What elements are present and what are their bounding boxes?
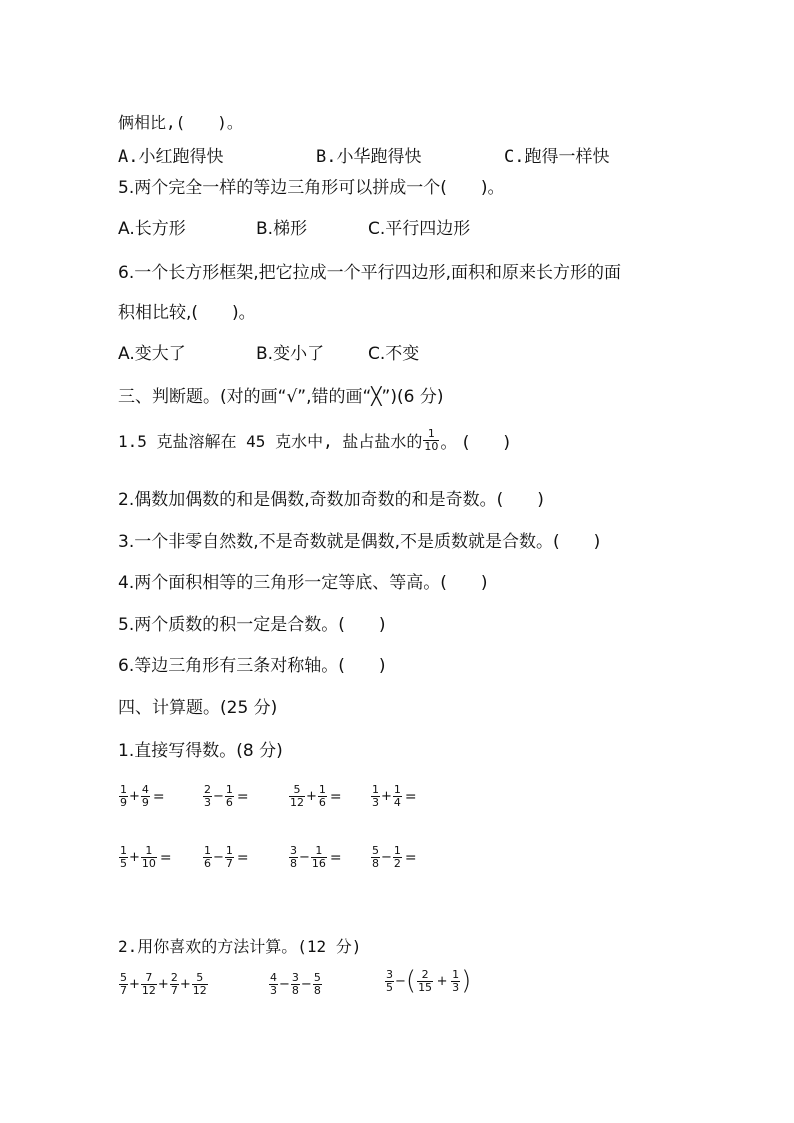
- fraction-denominator: 7: [170, 984, 178, 997]
- direct-calc-item[interactable]: [202, 784, 249, 809]
- fraction-numerator: 1: [372, 783, 379, 796]
- fraction-denominator: 3: [270, 984, 277, 997]
- fraction-numerator: 1: [204, 844, 211, 857]
- fraction-numerator: 2: [170, 971, 178, 984]
- equals-sign: =: [152, 788, 165, 805]
- equals-sign: =: [236, 849, 249, 866]
- fraction: [417, 969, 433, 994]
- operator: −: [300, 977, 312, 992]
- fraction-numerator: 1: [315, 844, 323, 857]
- fraction-numerator: 3: [290, 844, 297, 857]
- operator: +: [381, 789, 392, 804]
- q5-option-b[interactable]: B.梯形: [256, 219, 308, 239]
- section-4-title: 四、计算题。(25 分): [118, 698, 278, 718]
- fraction-numerator: 1: [393, 844, 401, 857]
- fraction-denominator: 3: [204, 796, 211, 809]
- fraction-denominator: 12: [141, 984, 156, 997]
- judge-item-4: 4.两个面积相等的三角形一定等底、等高。( ): [118, 573, 488, 593]
- question-4-continuation: 俩相比,( )。: [118, 113, 243, 132]
- fraction-numerator: 4: [270, 971, 277, 984]
- fraction: [393, 784, 402, 809]
- fraction: [371, 845, 380, 870]
- fraction: [203, 845, 212, 870]
- fraction-numerator: 3: [291, 971, 299, 984]
- expression-3[interactable]: [384, 968, 471, 994]
- direct-calc-item[interactable]: [288, 845, 342, 870]
- fraction-denominator: 9: [141, 796, 149, 809]
- operator: −: [279, 977, 290, 992]
- operator: −: [395, 973, 406, 989]
- judge-item-3: 3.一个非零自然数,不是奇数就是偶数,不是质数就是合数。( ): [118, 532, 601, 552]
- equals-sign: =: [404, 849, 417, 866]
- fraction-numerator: 1: [145, 844, 153, 857]
- fraction: [119, 845, 128, 870]
- fraction-numerator: 5: [120, 971, 127, 984]
- fraction-numerator: 2: [204, 783, 211, 796]
- fraction-denominator: 8: [313, 984, 321, 997]
- equals-sign: =: [159, 849, 172, 866]
- fraction: [141, 972, 157, 997]
- fraction-denominator: 16: [311, 857, 326, 870]
- judge-item-6: 6.等边三角形有三条对称轴。( ): [118, 656, 386, 676]
- fraction: [393, 845, 402, 870]
- fraction-denominator: 8: [372, 857, 379, 870]
- operator: −: [381, 850, 392, 865]
- fraction-denominator: 6: [204, 857, 211, 870]
- expression-1[interactable]: [118, 972, 209, 997]
- fraction-numerator: 3: [386, 967, 393, 981]
- operator: +: [179, 977, 191, 992]
- question-6-line-1: 6.一个长方形框架,把它拉成一个平行四边形,面积和原来长方形的面: [118, 263, 622, 283]
- fraction: [371, 784, 380, 809]
- q4-option-a[interactable]: A.小红跑得快: [118, 147, 224, 167]
- fraction-denominator: 12: [290, 796, 304, 809]
- q5-option-a[interactable]: A.长方形: [118, 219, 186, 239]
- fraction-denominator: 7: [225, 857, 233, 870]
- operator: −: [299, 850, 310, 865]
- fraction: [119, 784, 128, 809]
- fraction: [291, 972, 300, 997]
- fraction-numerator: 5: [313, 971, 321, 984]
- fraction-numerator: 1: [225, 844, 233, 857]
- fraction-numerator: 7: [145, 971, 153, 984]
- fraction-denominator: 7: [120, 984, 127, 997]
- direct-calc-item[interactable]: [370, 784, 417, 809]
- subsection-2-title: 2.用你喜欢的方法计算。(12 分): [118, 937, 362, 956]
- q4-option-b[interactable]: B.小华跑得快: [316, 147, 422, 167]
- operator: +: [436, 973, 448, 989]
- fraction-denominator: 5: [120, 857, 127, 870]
- operator: +: [129, 850, 140, 865]
- question-5: 5.两个完全一样的等边三角形可以拼成一个( )。: [118, 178, 505, 198]
- fraction-denominator: 8: [291, 984, 299, 997]
- direct-calc-item[interactable]: [118, 845, 172, 870]
- fraction: [225, 784, 234, 809]
- fraction-numerator: 1: [225, 783, 233, 796]
- fraction: [203, 784, 212, 809]
- fraction: [385, 969, 394, 994]
- fraction: [170, 972, 179, 997]
- judge-item-1-fraction: [423, 428, 439, 453]
- q6-option-b[interactable]: B.变小了: [256, 344, 325, 364]
- fraction-denominator: 4: [393, 796, 401, 809]
- right-paren: ): [461, 966, 472, 996]
- judge-item-1-tail: 。 ( ): [440, 433, 511, 453]
- q5-option-c[interactable]: C.平行四边形: [368, 219, 471, 239]
- fraction-denominator: 9: [120, 796, 127, 809]
- fraction: [141, 784, 150, 809]
- fraction-numerator: 1: [452, 967, 460, 981]
- fraction-denominator: 3: [372, 796, 379, 809]
- operator: −: [213, 850, 224, 865]
- equals-sign: =: [329, 788, 342, 805]
- operator: +: [306, 789, 317, 804]
- fraction-denominator: 15: [418, 980, 433, 994]
- fraction-denominator: 6: [318, 796, 326, 809]
- fraction-numerator: 5: [196, 971, 204, 984]
- equals-sign: =: [236, 788, 249, 805]
- fraction-denominator: 10: [424, 440, 439, 453]
- direct-calc-item[interactable]: [118, 784, 165, 809]
- fraction-denominator: 10: [141, 857, 156, 870]
- fraction-denominator: 12: [192, 984, 207, 997]
- fraction-denominator: 6: [225, 796, 233, 809]
- judge-item-2: 2.偶数加偶数的和是偶数,奇数加奇数的和是奇数。( ): [118, 490, 544, 510]
- fraction: [269, 972, 278, 997]
- direct-calc-item[interactable]: [202, 845, 249, 870]
- question-6-line-2: 积相比较,( )。: [118, 303, 256, 323]
- fraction: [289, 845, 298, 870]
- fraction-numerator: 5: [293, 783, 301, 796]
- fraction-numerator: 5: [372, 844, 379, 857]
- equals-sign: =: [404, 788, 417, 805]
- fraction: [225, 845, 234, 870]
- fraction: [313, 972, 322, 997]
- fraction-numerator: 1: [120, 783, 127, 796]
- operator: +: [157, 977, 169, 992]
- fraction-numerator: 4: [141, 783, 149, 796]
- direct-calc-item[interactable]: [370, 845, 417, 870]
- fraction: [451, 969, 460, 994]
- fraction-denominator: 5: [386, 980, 393, 994]
- fraction: [311, 845, 327, 870]
- fraction-denominator: 2: [393, 857, 401, 870]
- fraction-denominator: 8: [290, 857, 297, 870]
- judge-item-1-text: 1.5 克盐溶解在 45 克水中, 盐占盐水的: [118, 432, 423, 451]
- direct-calc-item[interactable]: [288, 784, 342, 809]
- operator: +: [129, 789, 140, 804]
- q6-option-a[interactable]: A.变大了: [118, 344, 186, 364]
- q6-option-c[interactable]: C.不变: [368, 344, 420, 364]
- judge-item-5: 5.两个质数的积一定是合数。( ): [118, 615, 386, 635]
- fraction: [119, 972, 128, 997]
- equals-sign: =: [329, 849, 342, 866]
- left-paren: (: [405, 966, 417, 996]
- q4-option-c[interactable]: C.跑得一样快: [504, 147, 610, 167]
- expression-2[interactable]: [268, 972, 323, 997]
- judge-item-1: [118, 428, 510, 453]
- fraction: [289, 784, 305, 809]
- fraction-numerator: 2: [421, 967, 429, 981]
- fraction: [141, 845, 157, 870]
- fraction: [318, 784, 327, 809]
- fraction-numerator: 1: [393, 783, 401, 796]
- fraction-denominator: 3: [452, 980, 460, 994]
- operator: −: [213, 789, 224, 804]
- subsection-1-title: 1.直接写得数。(8 分): [118, 741, 283, 761]
- operator: +: [129, 977, 140, 992]
- fraction-numerator: 1: [318, 783, 326, 796]
- fraction-numerator: 1: [427, 427, 435, 440]
- section-3-title: 三、判断题。(对的画“√”,错的画“╳”)(6 分): [118, 387, 444, 407]
- fraction-numerator: 1: [120, 844, 127, 857]
- fraction: [192, 972, 208, 997]
